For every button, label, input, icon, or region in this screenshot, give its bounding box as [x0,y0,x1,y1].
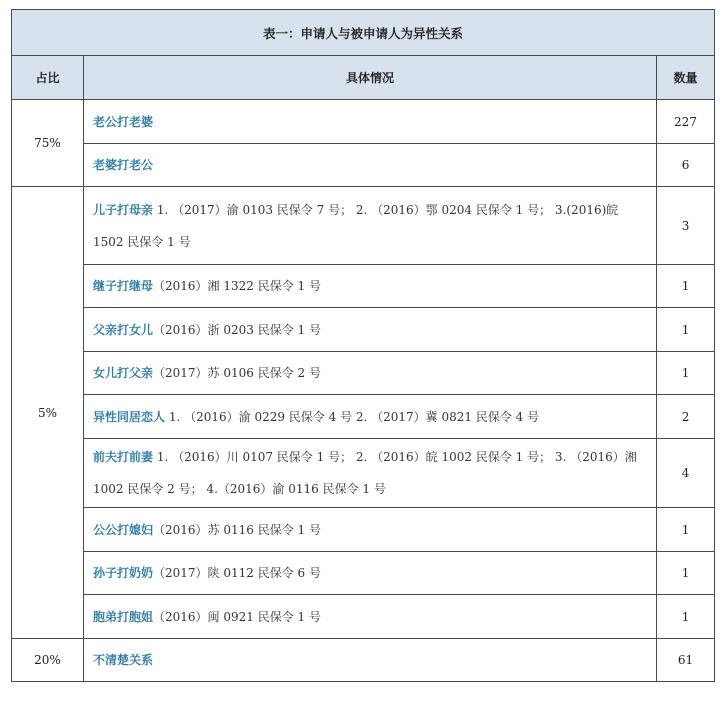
case-references: （2016）苏 0116 民保令 1 号 [153,522,321,537]
count-cell: 6 [657,144,715,187]
table-row [12,552,715,595]
count-cell: 1 [657,508,715,552]
ratio-cell: 75% [12,100,84,187]
case-references: （2016）浙 0203 民保令 1 号 [153,322,321,337]
count-cell: 1 [657,552,715,595]
case-references: 1. （2016）川 0107 民保令 1 号； 2. （2016）皖 1002 民保令 1 号； 3. （2016）湘 1002 民保令 2 号； 4.（2016）渝 0116 民保令 1 号 [93,450,637,496]
relationship-name: 老婆打老公 [93,158,154,172]
detail-cell [84,552,657,595]
relationship-name: 继子打继母 [93,279,154,293]
count-cell: 1 [657,265,715,308]
table-row [12,439,715,508]
detail-cell [84,395,657,439]
detail-cell [84,144,657,187]
count-cell: 1 [657,595,715,639]
relationship-name: 孙子打奶奶 [93,566,154,580]
count-cell: 227 [657,100,715,144]
ratio-cell: 5% [12,187,84,639]
relationship-name: 不清楚关系 [93,653,154,667]
count-cell: 61 [657,639,715,682]
detail-cell [84,265,657,308]
detail-cell [84,508,657,552]
relationship-table [11,9,715,682]
relationship-name: 前夫打前妻 [93,450,154,464]
relationship-name: 胞弟打胞姐 [93,609,154,624]
table-row [12,265,715,308]
case-references: 1. （2016）渝 0229 民保令 4 号 2. （2017）冀 0821 民保令 4 号 [165,409,540,424]
relationship-name: 父亲打女儿 [93,322,154,337]
header-ratio: 占比 [12,56,84,100]
header-detail: 具体情况 [84,56,657,100]
table-row [12,100,715,144]
count-cell: 3 [657,187,715,265]
ratio-cell: 20% [12,639,84,682]
detail-cell [84,308,657,352]
table-row [12,187,715,265]
case-references: 1. （2017）渝 0103 民保令 7 号； 2. （2016）鄂 0204 民保令 1 号； 3.(2016)皖 1502 民保令 1 号 [93,202,619,249]
detail-cell [84,595,657,639]
count-cell: 1 [657,308,715,352]
relationship-name: 公公打媳妇 [93,522,154,537]
case-references: （2017）陕 0112 民保令 6 号 [153,566,321,580]
relationship-name: 儿子打母亲 [93,202,154,217]
case-references: （2017）苏 0106 民保令 2 号 [153,366,321,380]
detail-cell [84,187,657,265]
table-row [12,508,715,552]
count-cell: 2 [657,395,715,439]
table-row [12,639,715,682]
header-count: 数量 [657,56,715,100]
table-title-row [12,10,715,56]
detail-cell [84,639,657,682]
case-references: （2016）湘 1322 民保令 1 号 [153,279,321,293]
count-cell: 1 [657,352,715,395]
table-row [12,395,715,439]
relationship-name: 异性同居恋人 [93,409,166,424]
table-row [12,352,715,395]
table-header-row [12,56,715,100]
detail-cell [84,439,657,508]
table-row [12,308,715,352]
count-cell: 4 [657,439,715,508]
case-references: （2016）闽 0921 民保令 1 号 [153,609,321,624]
table-title: 表一：申请人与被申请人为异性关系 [12,10,715,56]
relationship-name: 老公打老婆 [93,114,154,129]
table-row [12,144,715,187]
detail-cell [84,352,657,395]
table-row [12,595,715,639]
detail-cell [84,100,657,144]
relationship-name: 女儿打父亲 [93,366,154,380]
